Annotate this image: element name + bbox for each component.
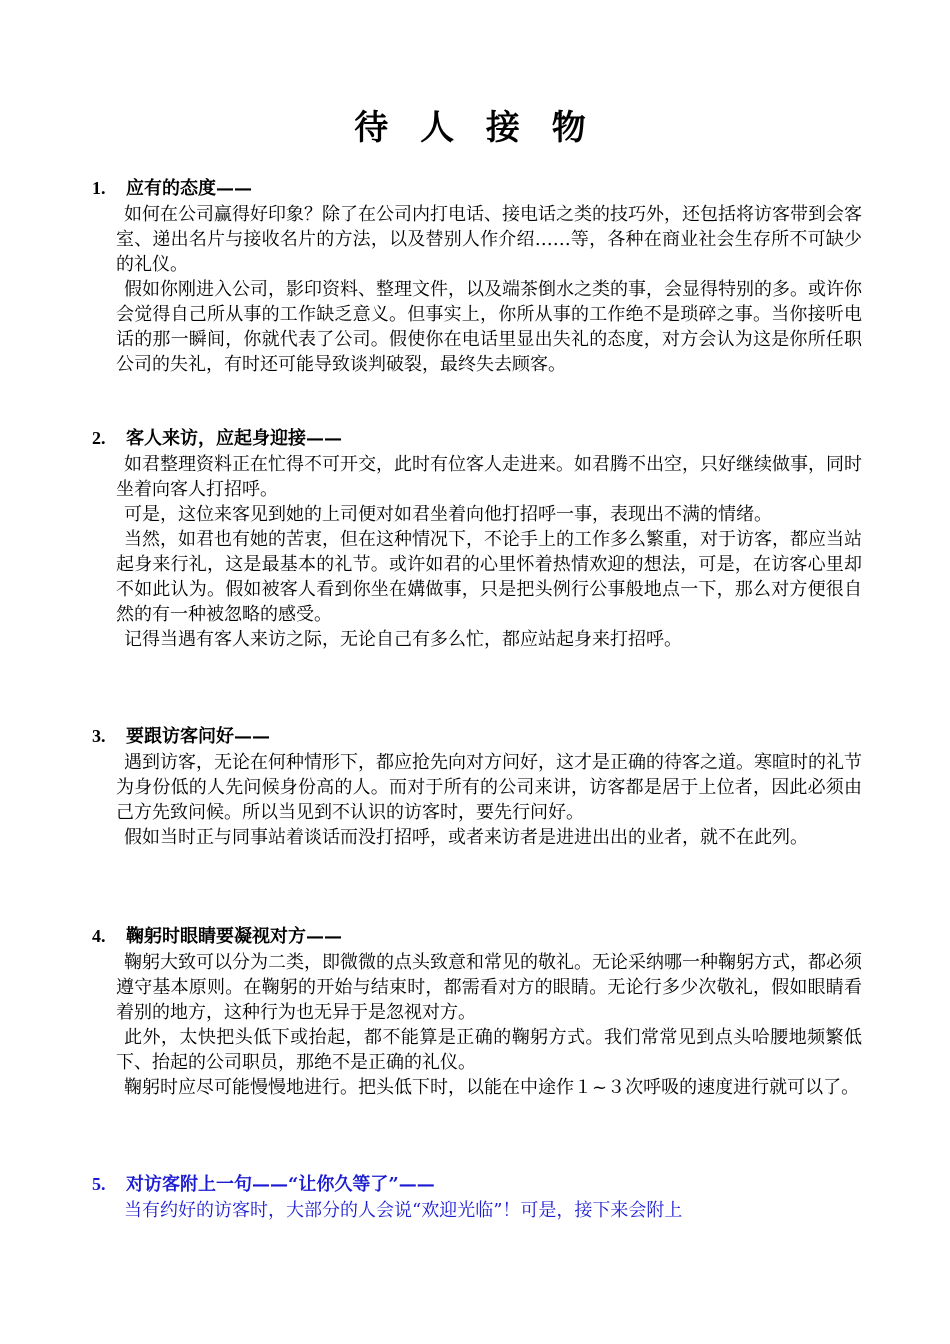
section-number: 3. [92,726,106,746]
paragraph: 当然，如君也有她的苦衷，但在这种情况下，不论手上的工作多么繁重，对于访客，都应当站起身来行礼，这是最基本的礼节。或许如君的心里怀着热情欢迎的想法，可是，在访客心里却不如此认为。假如被客人看到你坐在媾做事，只是把头例行公事般地点一下，那么对方便很自然的有一种被忽略的感受。 [116,529,862,625]
section-number: 4. [92,926,106,946]
section-title: 对访客附上一句——“让你久等了”—— [126,1174,435,1195]
section-heading [92,1172,862,1197]
section-number: 5. [92,1174,106,1194]
paragraph: 记得当遇有客人来访之际，无论自己有多么忙，都应站起身来打招呼。 [124,629,682,650]
section-number: 2. [92,428,106,448]
paragraph: 鞠躬大致可以分为二类，即微微的点头致意和常见的敬礼。无论采纳哪一种鞠躬方式，都必须遵守基本原则。在鞠躬的开始与结束时，都需看对方的眼睛。无论行多少次敬礼，假如眼睛看着别的地方，这种行为也无异于是忽视对方。 [116,952,862,1023]
section-heading [92,176,862,201]
paragraph: 如何在公司赢得好印象？除了在公司内打电话、接电话之类的技巧外，还包括将访客带到会客室、递出名片与接收名片的方法，以及替别人作介绍……等，各种在商业社会生存所不可缺少的礼仪。 [116,204,862,275]
section-title: 鞠躬时眼睛要凝视对方—— [126,926,342,947]
section-number: 1. [92,178,106,198]
section-5 [92,1172,862,1223]
paragraph: 当有约好的访客时，大部分的人会说“欢迎光临”！可是，接下来会附上 [124,1200,683,1221]
document-title: 待 人 接 物 [354,108,596,148]
paragraph: 鞠躬时应尽可能慢慢地进行。把头低下时，以能在中途作１~３次呼吸的速度进行就可以了。 [124,1077,860,1098]
paragraph: 如君整理资料正在忙得不可开交，此时有位客人走进来。如君腾不出空，只好继续做事，同时坐着向客人打招呼。 [116,454,862,500]
section-title: 应有的态度—— [126,178,252,199]
section-heading [92,724,862,749]
section-3 [92,724,862,850]
paragraph: 遇到访客，无论在何种情形下，都应抢先向对方问好，这才是正确的待客之道。寒暄时的礼节为身份低的人先问候身份高的人。而对于所有的公司来讲，访客都是居于上位者，因此必须由己方先致问候。所以当见到不认识的访客时，要先行问好。 [116,752,862,823]
section-2 [92,426,862,652]
paragraph: 假如你刚进入公司，影印资料、整理文件，以及端茶倒水之类的事，会显得特别的多。或许你会觉得自己所从事的工作缺乏意义。但事实上，你所从事的工作绝不是琐碎之事。当你接听电话的那一瞬间，你就代表了公司。假使你在电话里显出失礼的态度，对方会认为这是你所任职公司的失礼，有时还可能导致谈判破裂，最终失去顾客。 [116,279,862,375]
section-title: 客人来访，应起身迎接—— [126,428,342,449]
section-1 [92,176,862,377]
paragraph: 可是，这位来客见到她的上司便对如君坐着向他打招呼一事，表现出不满的情绪。 [124,504,772,525]
section-4 [92,924,862,1100]
section-title: 要跟访客问好—— [126,726,270,747]
section-heading [92,426,862,451]
section-heading [92,924,862,949]
paragraph: 假如当时正与同事站着谈话而没打招呼，或者来访者是进进出出的业者，就不在此列。 [124,827,808,848]
paragraph: 此外，太快把头低下或抬起，都不能算是正确的鞠躬方式。我们常常见到点头哈腰地频繁低下、抬起的公司职员，那绝不是正确的礼仪。 [116,1027,862,1073]
